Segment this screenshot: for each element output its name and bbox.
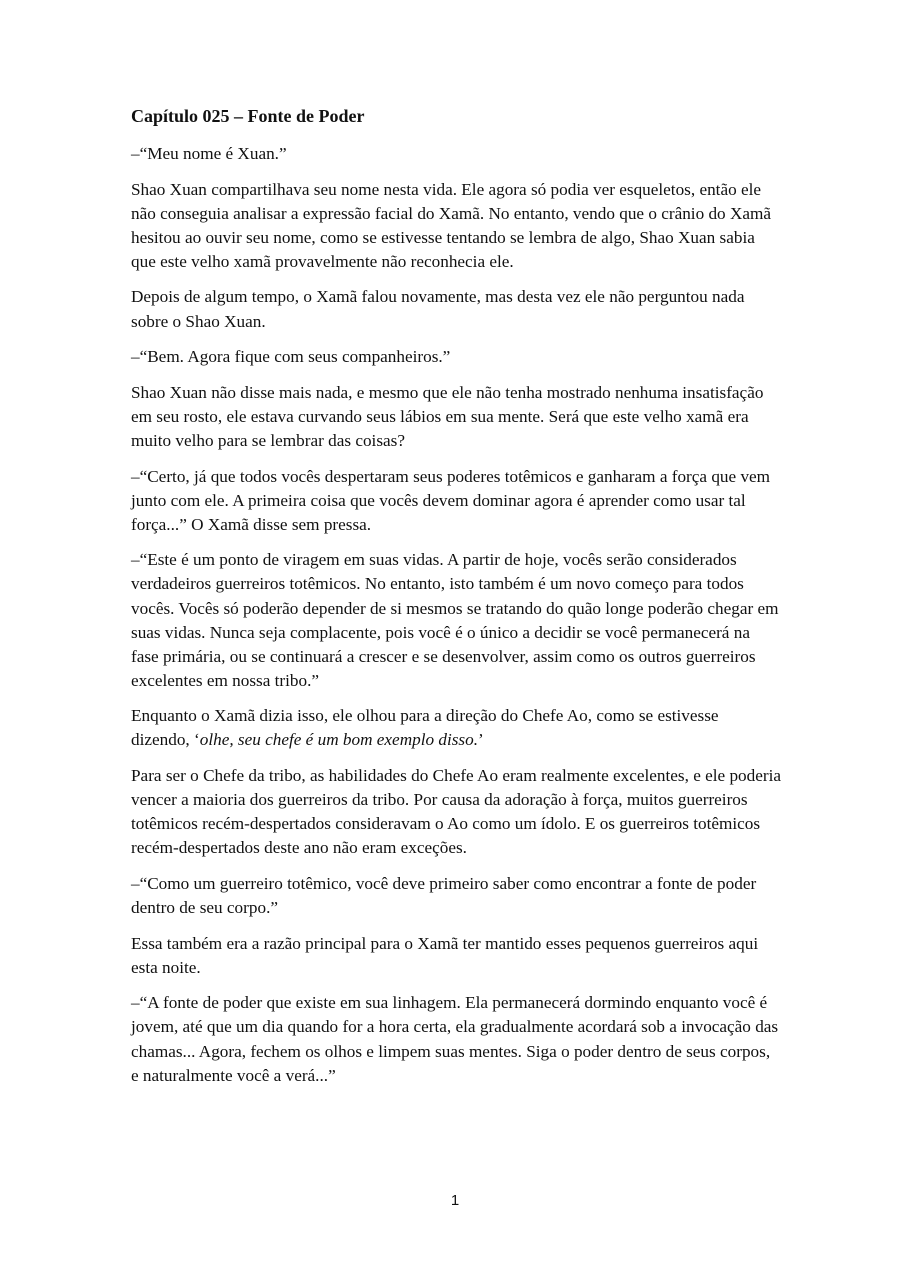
page-number: 1	[450, 1192, 460, 1209]
document-page	[131, 104, 781, 1099]
paragraph: –“Meu nome é Xuan.”	[131, 144, 287, 163]
italic-quote: olhe, seu chefe é um bom exemplo disso.	[199, 730, 478, 750]
paragraph-with-italic	[131, 704, 781, 752]
paragraph: –“Como um guerreiro totêmico, você deve primeiro saber como encontrar a fonte de poder dentro de seu corpo.”	[131, 873, 757, 918]
paragraph: Shao Xuan compartilhava seu nome nesta vida. Ele agora só podia ver esqueletos, então ele não conseguia analisar a expressão facial do Xamã. No entanto, vendo que o crânio do Xamã hesitou ao ouvir seu nome, como se estivesse tentando se lembra de algo, Shao Xuan sabia que este velho xamã provavelmente não reconhecia ele.	[131, 179, 771, 271]
paragraph: Essa também era a razão principal para o Xamã ter mantido esses pequenos guerreiros aqui esta noite.	[131, 933, 759, 977]
paragraph: –“Este é um ponto de viragem em suas vidas. A partir de hoje, vocês serão considerados verdadeiros guerreiros totêmicos. No entanto, isto também é um novo começo para todos vocês. Vocês só poderão depender de si mesmos se tratando do quão longe poderão chegar em suas vidas. Nunca seja complacente, pois você é o único a decidir se você permanecerá na fase primária, ou se continuará a crescer e se desenvolver, assim como os outros guerreiros excelentes em nossa tribo.”	[131, 550, 779, 690]
paragraph: –“A fonte de poder que existe em sua linhagem. Ela permanecerá dormindo enquanto você é jovem, até que um dia quando for a hora certa, ela gradualmente acordará sob a invocação das chamas... Agora, fechem os olhos e limpem suas mentes. Siga o poder dentro de seus corpos, e naturalmente você a verá...”	[131, 993, 779, 1085]
paragraph: Para ser o Chefe da tribo, as habilidades do Chefe Ao eram realmente excelentes, e ele poderia vencer a maioria dos guerreiros da tribo. Por causa da adoração à força, muitos guerreiros totêmicos recém-despertados consideravam o Ao como um ídolo. E os guerreiros totêmicos recém-despertados deste ano não eram exceções.	[131, 766, 781, 858]
paragraph: –“Certo, já que todos vocês despertaram seus poderes totêmicos e ganharam a força que vem junto com ele. A primeira coisa que vocês devem dominar agora é aprender como usar tal força...” O Xamã disse sem pressa.	[131, 466, 771, 534]
chapter-title: Capítulo 025 – Fonte de Poder	[131, 106, 365, 126]
paragraph: –“Bem. Agora fique com seus companheiros.”	[131, 347, 451, 367]
paragraph-text: ’	[478, 730, 484, 750]
paragraph-text: Enquanto o Xamã dizia isso, ele olhou para a direção do Chefe Ao, como se estivesse dizendo, ‘	[131, 706, 719, 750]
paragraph: Shao Xuan não disse mais nada, e mesmo que ele não tenha mostrado nenhuma insatisfação em seu rosto, ele estava curvando seus lábios em sua mente. Será que este velho xamã era muito velho para se lembrar das coisas?	[131, 382, 764, 450]
paragraph: Depois de algum tempo, o Xamã falou novamente, mas desta vez ele não perguntou nada sobre o Shao Xuan.	[131, 287, 745, 331]
